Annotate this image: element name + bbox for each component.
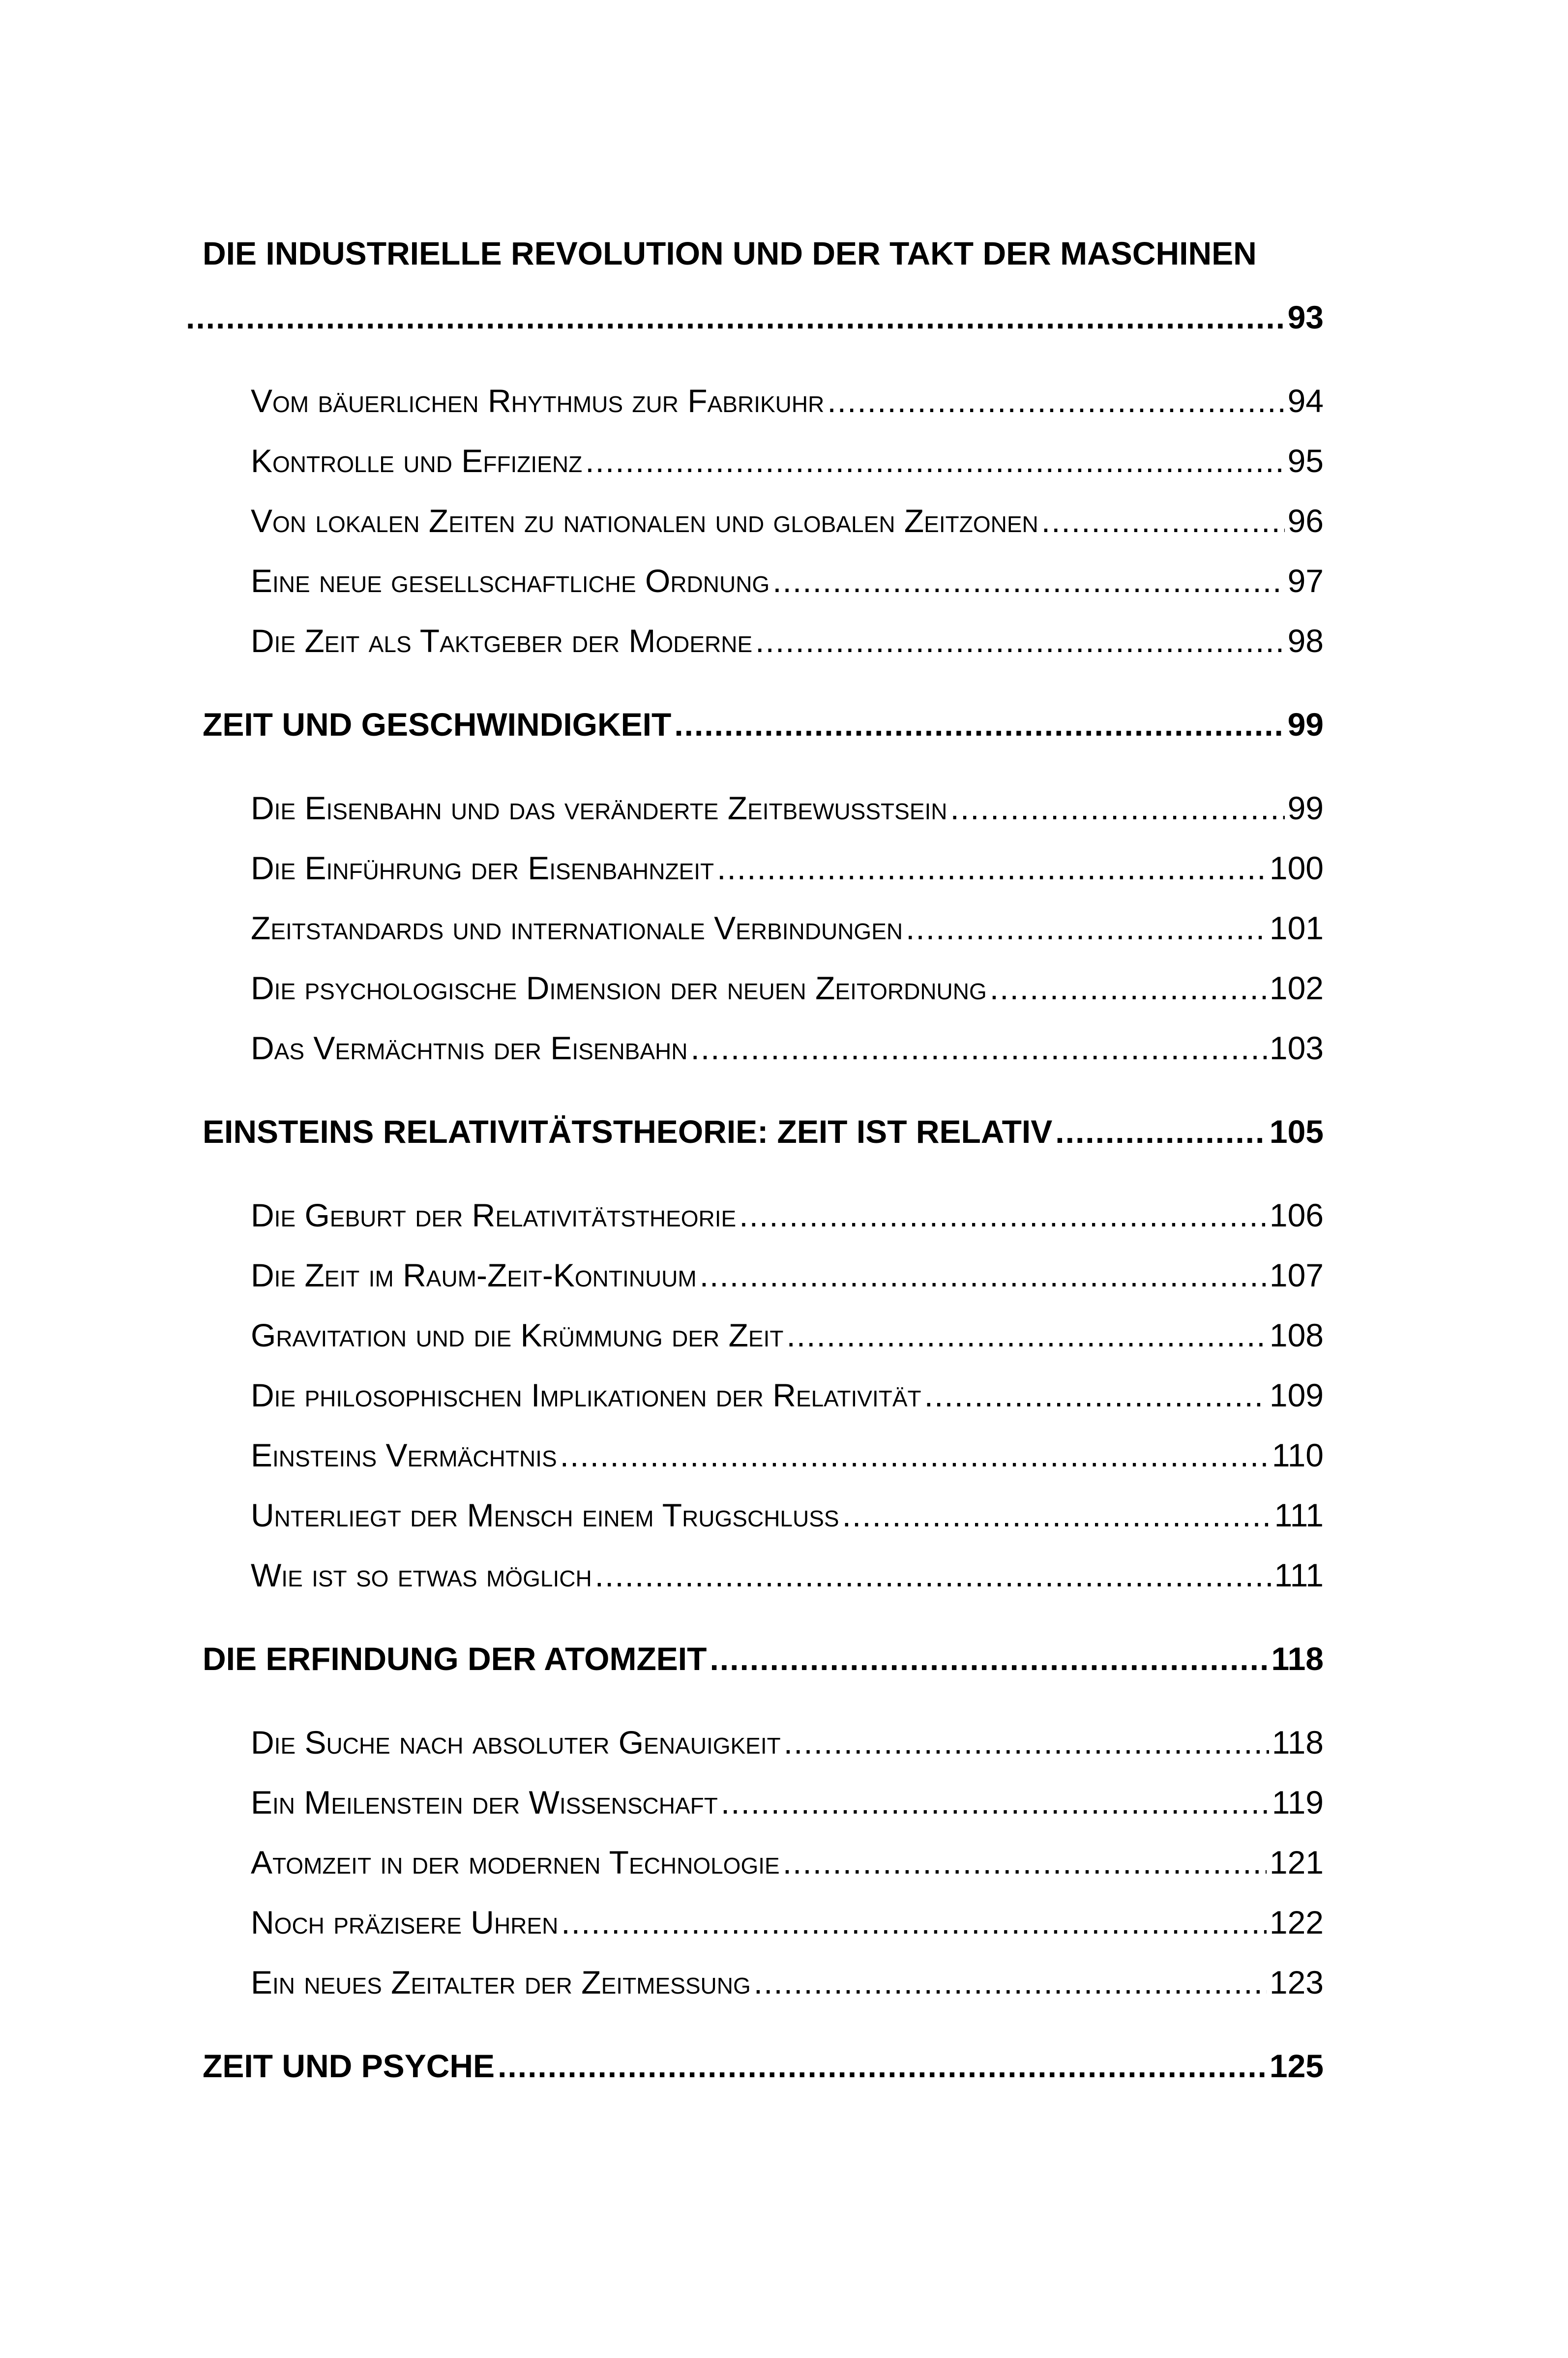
dot-leader xyxy=(700,1259,1267,1291)
dot-leader xyxy=(561,1906,1267,1939)
toc-section-entry[interactable] xyxy=(251,385,1324,417)
toc-section-entry[interactable] xyxy=(251,1966,1324,1999)
chapter-title: ZEIT UND PSYCHE xyxy=(203,2048,495,2084)
section-title: Zeitstandards und internationale Verbindungen xyxy=(251,910,903,946)
toc-section-entry[interactable] xyxy=(251,565,1324,597)
toc-section-entry[interactable] xyxy=(251,1726,1324,1759)
dot-leader xyxy=(595,1559,1272,1591)
section-title: Die philosophischen Implikationen der Relativität xyxy=(251,1377,921,1413)
toc-section-entry[interactable] xyxy=(251,1499,1324,1531)
toc-section-entry[interactable] xyxy=(251,1259,1324,1291)
page-number: 101 xyxy=(1269,910,1324,946)
dot-leader xyxy=(842,1499,1272,1531)
page-number: 98 xyxy=(1287,623,1324,659)
toc-section-entry[interactable] xyxy=(251,852,1324,884)
dot-leader xyxy=(674,708,1284,741)
toc-section-entry[interactable] xyxy=(251,505,1324,537)
chapter-title: DIE ERFINDUNG DER ATOMZEIT xyxy=(203,1641,707,1677)
section-title: Vom bäuerlichen Rhythmus zur Fabrikuhr xyxy=(251,383,825,419)
page-number: 110 xyxy=(1272,1437,1324,1473)
dot-leader xyxy=(784,1726,1269,1759)
toc-section-entry[interactable] xyxy=(251,625,1324,657)
section-title: Unterliegt der Mensch einem Trugschluss xyxy=(251,1497,839,1533)
section-title: Die Suche nach absoluter Genauigkeit xyxy=(251,1724,781,1761)
toc-chapter-entry[interactable] xyxy=(183,301,1324,333)
page-number: 93 xyxy=(1287,299,1324,335)
toc-section-entry[interactable] xyxy=(251,1319,1324,1351)
dot-leader xyxy=(1041,505,1285,537)
dot-leader xyxy=(186,301,1285,333)
dot-leader xyxy=(772,565,1284,597)
toc-section-entry[interactable] xyxy=(251,792,1324,824)
chapter-title: EINSTEINS RELATIVITÄTSTHEORIE: ZEIT IST RELATIV xyxy=(203,1113,1053,1150)
section-title: Die psychologische Dimension der neuen Zeitordnung xyxy=(251,970,987,1006)
page-number: 96 xyxy=(1287,503,1324,539)
toc-section-entry[interactable] xyxy=(251,1199,1324,1231)
section-title: Die Zeit im Raum-Zeit-Kontinuum xyxy=(251,1257,697,1293)
section-title: Eine neue gesellschaftliche Ordnung xyxy=(251,563,770,599)
dot-leader xyxy=(990,972,1267,1004)
section-title: Gravitation und die Krümmung der Zeit xyxy=(251,1317,784,1353)
page-number: 108 xyxy=(1269,1317,1324,1353)
toc-section-entry[interactable] xyxy=(251,1032,1324,1064)
dot-leader xyxy=(924,1379,1267,1411)
toc-section-entry[interactable] xyxy=(251,1559,1324,1591)
toc-section-entry[interactable] xyxy=(251,972,1324,1004)
section-title: Ein Meilenstein der Wissenschaft xyxy=(251,1784,718,1821)
page-number: 99 xyxy=(1287,790,1324,826)
page-number: 118 xyxy=(1272,1724,1324,1761)
chapter-title: ZEIT UND GESCHWINDIGKEIT xyxy=(203,706,672,743)
page-number: 111 xyxy=(1274,1497,1324,1533)
toc-section-entry[interactable] xyxy=(251,1439,1324,1471)
dot-leader xyxy=(783,1846,1267,1879)
dot-leader xyxy=(498,2050,1267,2082)
page-number: 118 xyxy=(1271,1641,1324,1677)
dot-leader xyxy=(739,1199,1267,1231)
section-title: Einsteins Vermächtnis xyxy=(251,1437,557,1473)
toc-chapter-entry[interactable] xyxy=(203,2050,1324,2082)
dot-leader xyxy=(721,1786,1269,1819)
dot-leader xyxy=(710,1642,1268,1675)
dot-leader xyxy=(755,625,1284,657)
page-number: 107 xyxy=(1269,1257,1324,1293)
page-number: 109 xyxy=(1269,1377,1324,1413)
page-number: 123 xyxy=(1269,1964,1324,2000)
page-number: 106 xyxy=(1269,1197,1324,1233)
page-number: 121 xyxy=(1269,1844,1324,1880)
page-number: 100 xyxy=(1269,850,1324,886)
dot-leader xyxy=(717,852,1267,884)
page-number: 94 xyxy=(1287,383,1324,419)
toc-section-entry[interactable] xyxy=(251,912,1324,944)
dot-leader xyxy=(560,1439,1269,1471)
section-title: Die Zeit als Taktgeber der Moderne xyxy=(251,623,753,659)
section-title: Noch präzisere Uhren xyxy=(251,1904,559,1940)
page-number: 103 xyxy=(1269,1030,1324,1066)
section-title: Kontrolle und Effizienz xyxy=(251,443,583,479)
dot-leader xyxy=(950,792,1285,824)
dot-leader xyxy=(691,1032,1267,1064)
section-title: Von lokalen Zeiten zu nationalen und globalen Zeitzonen xyxy=(251,503,1038,539)
section-title: Die Einführung der Eisenbahnzeit xyxy=(251,850,714,886)
toc-section-entry[interactable] xyxy=(251,445,1324,477)
dot-leader xyxy=(1055,1115,1267,1148)
page-number: 125 xyxy=(1269,2048,1324,2084)
toc-section-entry[interactable] xyxy=(251,1786,1324,1819)
dot-leader xyxy=(906,912,1267,944)
section-title: Die Eisenbahn und das veränderte Zeitbewusstsein xyxy=(251,790,947,826)
page-number: 111 xyxy=(1274,1557,1324,1593)
toc-section-entry[interactable] xyxy=(251,1906,1324,1939)
page-number: 99 xyxy=(1287,706,1324,743)
toc-chapter-entry[interactable] xyxy=(203,1115,1324,1148)
chapter-title: DIE INDUSTRIELLE REVOLUTION UND DER TAKT DER MASCHINEN xyxy=(203,235,1257,271)
section-title: Wie ist so etwas möglich xyxy=(251,1557,592,1593)
page-number: 105 xyxy=(1269,1113,1324,1150)
dot-leader xyxy=(754,1966,1267,1999)
page-number: 122 xyxy=(1269,1904,1324,1940)
toc-chapter-entry[interactable] xyxy=(203,708,1324,741)
section-title: Ein neues Zeitalter der Zeitmessung xyxy=(251,1964,751,2000)
dot-leader xyxy=(786,1319,1266,1351)
dot-leader xyxy=(585,445,1284,477)
dot-leader xyxy=(827,385,1284,417)
toc-chapter-entry[interactable] xyxy=(203,1642,1324,1675)
page-number: 95 xyxy=(1287,443,1324,479)
section-title: Atomzeit in der modernen Technologie xyxy=(251,1844,780,1880)
page-number: 119 xyxy=(1272,1784,1324,1821)
page-number: 102 xyxy=(1269,970,1324,1006)
section-title: Das Vermächtnis der Eisenbahn xyxy=(251,1030,688,1066)
page-number: 97 xyxy=(1287,563,1324,599)
section-title: Die Geburt der Relativitätstheorie xyxy=(251,1197,737,1233)
toc-section-entry[interactable] xyxy=(251,1379,1324,1411)
toc-section-entry[interactable] xyxy=(251,1846,1324,1879)
